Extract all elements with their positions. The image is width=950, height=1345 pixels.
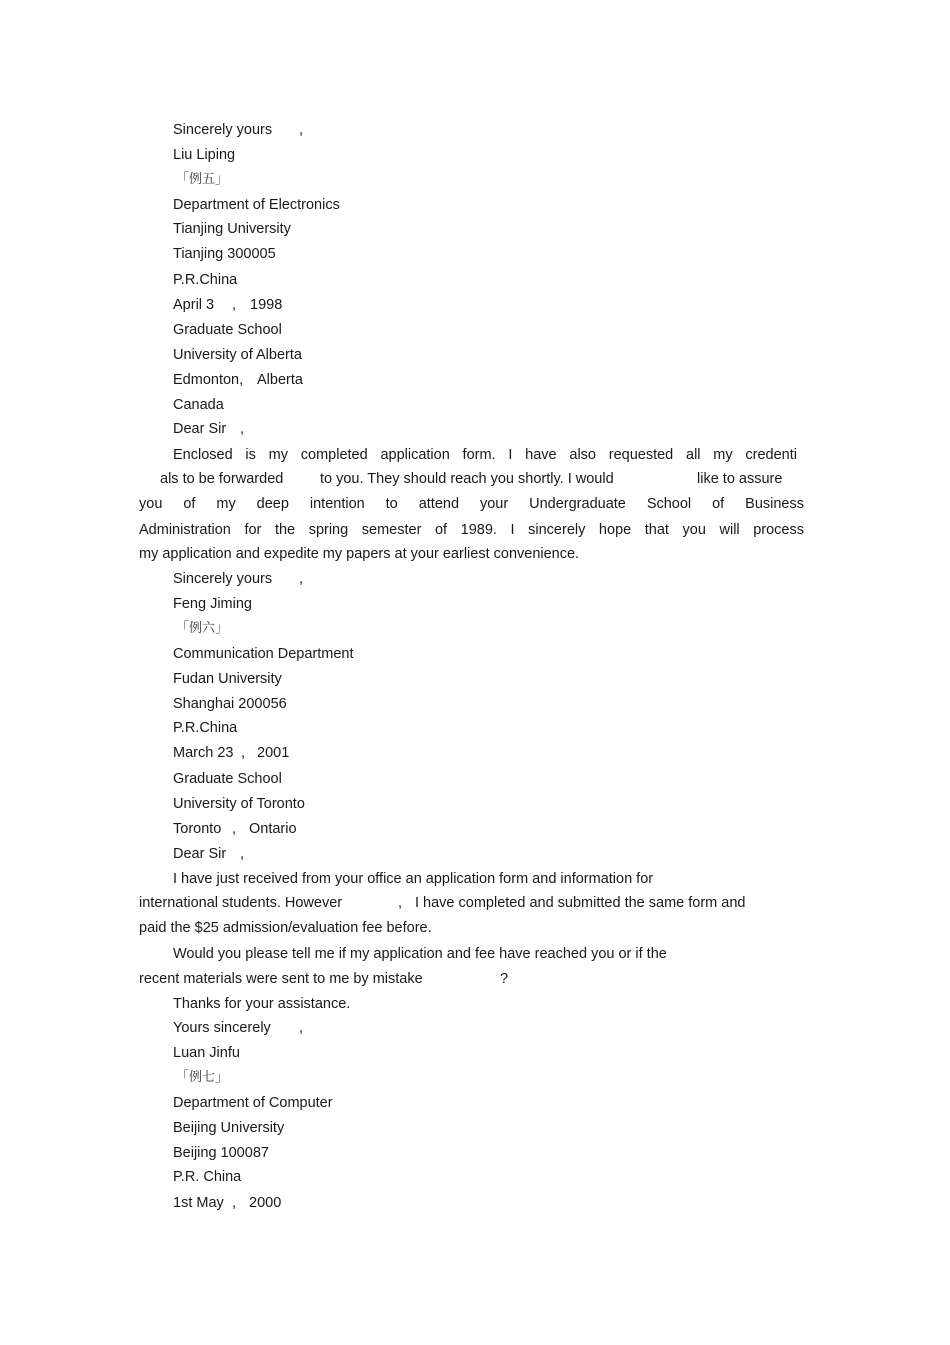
sender-line: Beijing 100087 — [173, 1145, 269, 1161]
example-heading: 「例七」 — [176, 1070, 229, 1085]
body-line-fragment: to you. They should reach you shortly. I would — [320, 471, 614, 487]
body-line: Administration for the spring semester of 1989. I sincerely hope that you will process — [139, 522, 804, 538]
body-line: you of my deep intention to attend your Undergraduate School of Business — [139, 496, 804, 512]
sender-line: Shanghai 200056 — [173, 696, 287, 712]
date-comma: , — [232, 1195, 237, 1211]
salutation: Dear Sir — [173, 846, 227, 862]
sender-line: Department of Electronics — [173, 197, 340, 213]
sender-line: Communication Department — [173, 646, 354, 662]
recipient-province: Alberta — [257, 372, 303, 388]
recipient-city: Toronto — [173, 821, 222, 837]
recipient-line: Graduate School — [173, 322, 282, 338]
recipient-line: University of Alberta — [173, 347, 302, 363]
signoff: Sincerely yours — [173, 122, 273, 138]
body-line: Enclosed is my completed application form. I have also requested all my credenti — [173, 447, 797, 463]
salutation-comma: , — [240, 846, 245, 862]
date-year: 1998 — [250, 297, 283, 313]
signoff-comma: , — [299, 122, 304, 138]
recipient-country: Canada — [173, 397, 224, 413]
signature-name: Feng Jiming — [173, 596, 252, 612]
sender-line: Fudan University — [173, 671, 282, 687]
signature-name: Liu Liping — [173, 147, 236, 163]
signoff-comma: , — [299, 1020, 304, 1036]
body-line-fragment: recent materials were sent to me by mistake — [139, 971, 423, 987]
sender-line: Department of Computer — [173, 1095, 333, 1111]
body-line-fragment: , — [398, 895, 403, 911]
date-comma: , — [232, 297, 237, 313]
body-line: my application and expedite my papers at your earliest convenience. — [139, 546, 580, 562]
date-day-month: 1st May — [173, 1195, 224, 1211]
sender-line: P.R.China — [173, 272, 238, 288]
date-year: 2000 — [249, 1195, 282, 1211]
body-line: paid the $25 admission/evaluation fee before. — [139, 920, 432, 936]
signoff: Sincerely yours — [173, 571, 273, 587]
body-line: Would you please tell me if my application and fee have reached you or if the — [173, 946, 667, 962]
example-heading: 「例六」 — [176, 621, 229, 636]
sender-line: P.R. China — [173, 1169, 242, 1185]
recipient-line: Graduate School — [173, 771, 282, 787]
sender-line: Tianjing 300005 — [173, 246, 276, 262]
date-month-day: March 23 — [173, 745, 234, 761]
date-month-day: April 3 — [173, 297, 215, 313]
question-mark: ? — [500, 971, 509, 987]
salutation: Dear Sir — [173, 421, 227, 437]
example-heading: 「例五」 — [176, 172, 229, 187]
date-year: 2001 — [257, 745, 290, 761]
recipient-comma: , — [232, 821, 237, 837]
date-comma: , — [241, 745, 246, 761]
sender-line: P.R.China — [173, 720, 238, 736]
recipient-province: Ontario — [249, 821, 297, 837]
body-line: I have just received from your office an application form and information for — [173, 871, 654, 887]
signature-name: Luan Jinfu — [173, 1045, 240, 1061]
body-line-fragment: als to be forwarded — [160, 471, 284, 487]
signoff-comma: , — [299, 571, 304, 587]
salutation-comma: , — [240, 421, 245, 437]
thanks-line: Thanks for your assistance. — [173, 996, 351, 1012]
sender-line: Beijing University — [173, 1120, 285, 1136]
recipient-line: University of Toronto — [173, 796, 305, 812]
recipient-city: Edmonton, — [173, 372, 244, 388]
signoff: Yours sincerely — [173, 1020, 271, 1036]
body-line-fragment: like to assure — [697, 471, 783, 487]
body-line-fragment: international students. However — [139, 895, 343, 911]
sender-line: Tianjing University — [173, 221, 291, 237]
body-line-fragment: I have completed and submitted the same form and — [415, 895, 746, 911]
